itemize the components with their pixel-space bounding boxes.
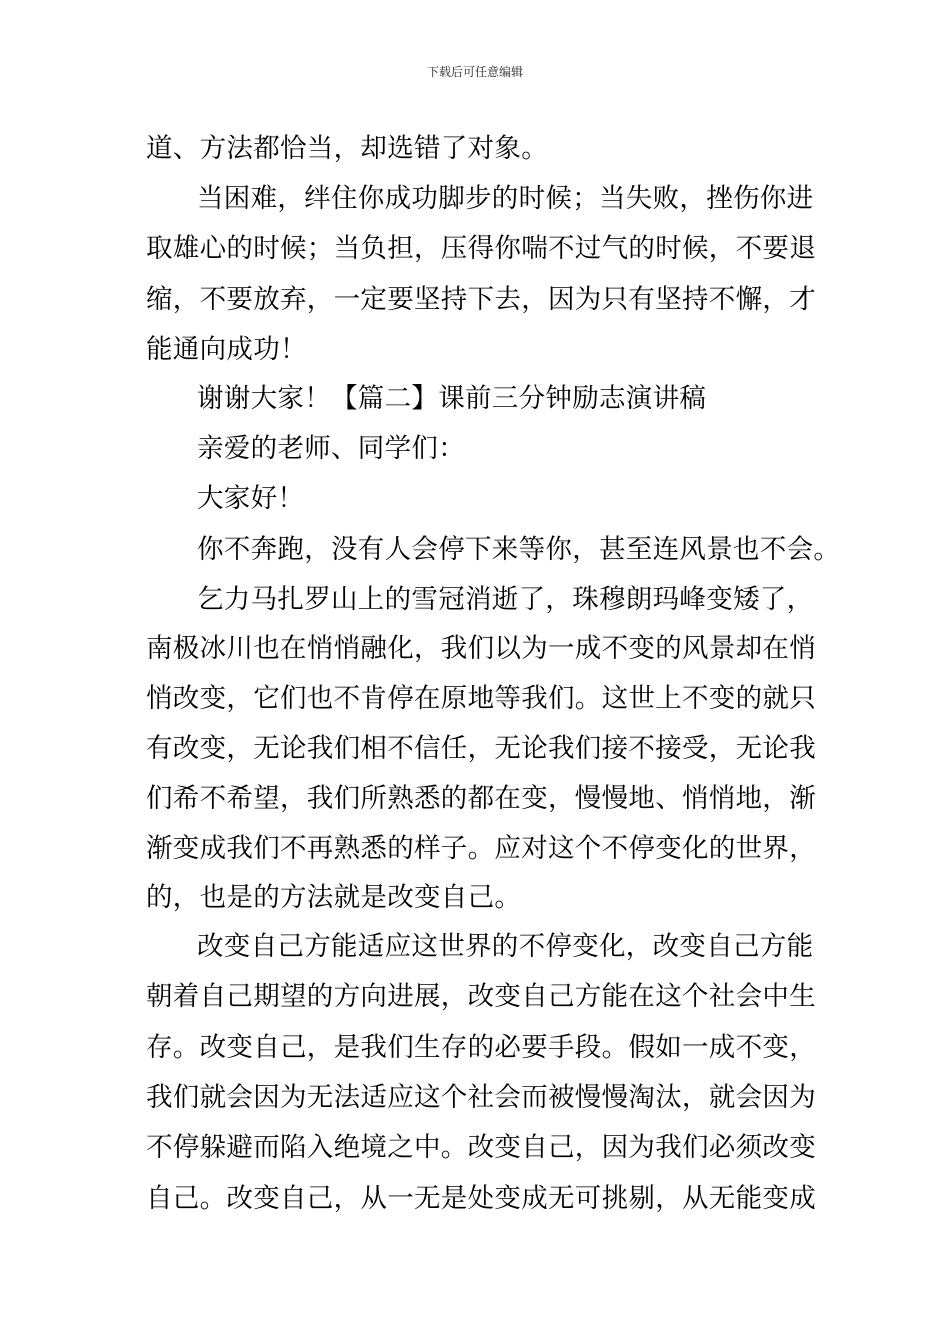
page-header-note: 下载后可任意编辑 bbox=[426, 65, 523, 79]
text-line: 道、方法都恰当，却选错了对象。 bbox=[146, 133, 548, 164]
text-line: 大家好！ bbox=[197, 483, 305, 514]
text-line: 亲爱的老师、同学们： bbox=[197, 433, 465, 464]
text-line: 取雄心的时候；当负担，压得你喘不过气的时候，不要退 bbox=[146, 233, 816, 264]
text-line: 们希不希望，我们所熟悉的都在变，慢慢地、悄悄地，渐 bbox=[146, 783, 816, 814]
text-line: 谢谢大家！【篇二】课前三分钟励志演讲稿 bbox=[197, 383, 707, 414]
text-line: 我们就会因为无法适应这个社会而被慢慢淘汰，就会因为 bbox=[146, 1082, 816, 1113]
text-line: 自己。改变自己，从一无是处变成无可挑剔，从无能变成 bbox=[146, 1183, 816, 1214]
text-line: 存。改变自己，是我们生存的必要手段。假如一成不变， bbox=[146, 1032, 816, 1063]
text-line: 的，也是的方法就是改变自己。 bbox=[146, 882, 522, 913]
text-line: 渐变成我们不再熟悉的样子。应对这个不停变化的世界， bbox=[146, 833, 816, 864]
text-line: 缩，不要放弃，一定要坚持下去，因为只有坚持不懈，才 bbox=[146, 284, 816, 315]
text-line: 能通向成功！ bbox=[146, 334, 307, 365]
text-line: 不停躲避而陷入绝境之中。改变自己，因为我们必须改变 bbox=[146, 1132, 816, 1163]
text-line: 改变自己方能适应这世界的不停变化，改变自己方能 bbox=[197, 931, 814, 962]
text-line: 南极冰川也在悄悄融化，我们以为一成不变的风景却在悄 bbox=[146, 633, 816, 664]
text-line: 你不奔跑，没有人会停下来等你，甚至连风景也不会。 bbox=[197, 534, 841, 565]
text-line: 悄改变，它们也不肯停在原地等我们。这世上不变的就只 bbox=[146, 683, 816, 714]
text-line: 乞力马扎罗山上的雪冠消逝了，珠穆朗玛峰变矮了， bbox=[197, 584, 814, 615]
text-line: 有改变，无论我们相不信任，无论我们接不接受，无论我 bbox=[146, 733, 816, 764]
text-line: 当困难，绊住你成功脚步的时候；当失败，挫伤你进 bbox=[197, 183, 814, 214]
text-line: 朝着自己期望的方向进展，改变自己方能在这个社会中生 bbox=[146, 981, 816, 1012]
